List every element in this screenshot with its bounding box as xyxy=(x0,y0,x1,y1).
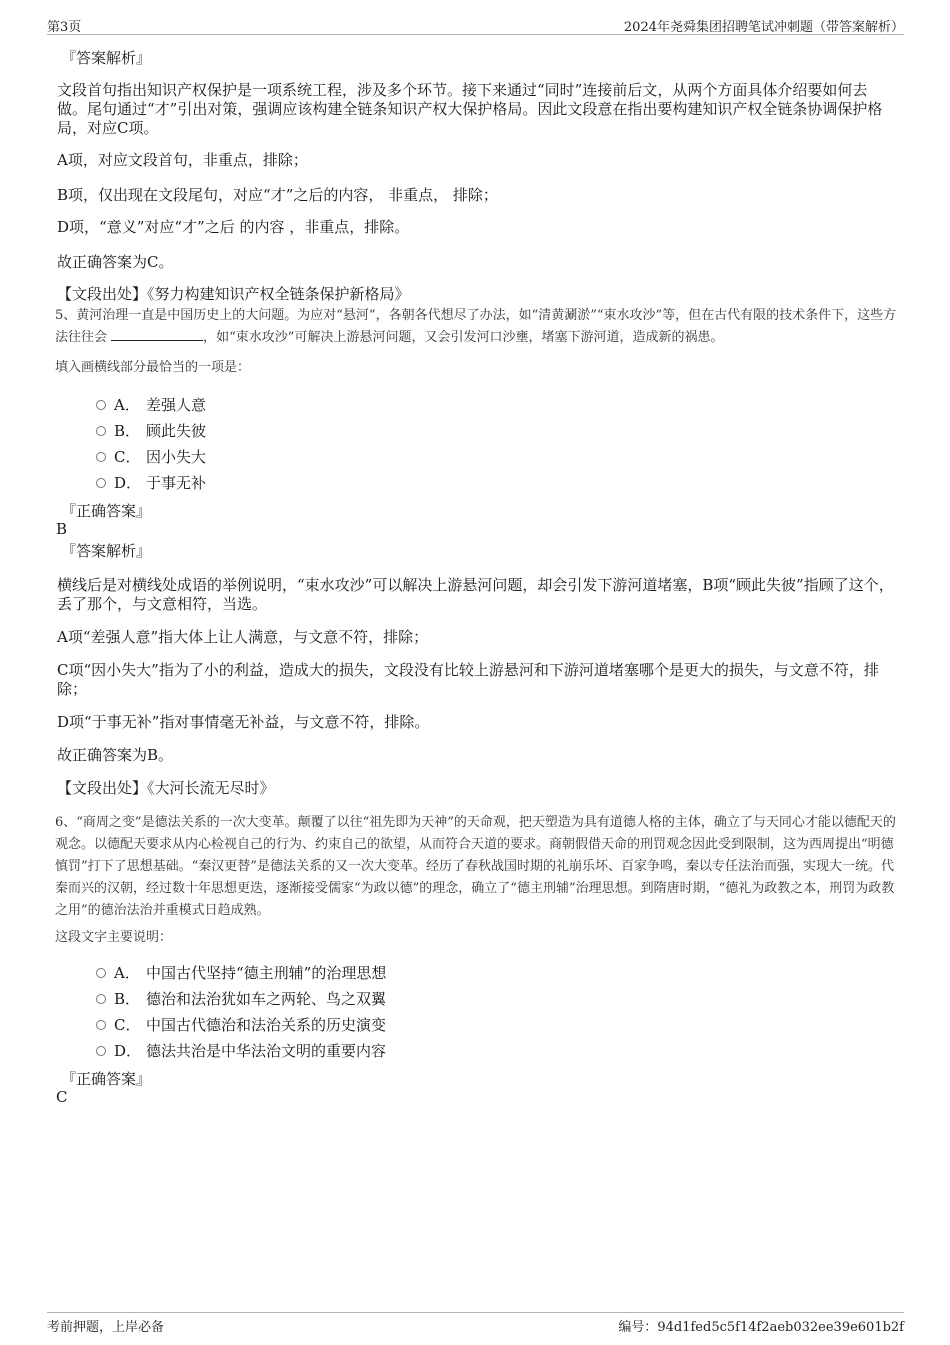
q5-stem xyxy=(55,305,897,349)
page-number: 第3页 xyxy=(47,20,82,35)
q5-option-b[interactable] xyxy=(96,422,206,441)
q4-analysis-p1: 文段首句指出知识产权保护是一项系统工程，涉及多个环节。接下来通过“同时”连接前后文，从两个方面具体介绍要如何去做。尾句通过“才”引出对策，强调应该构建全链条知识产权大保护格局。因此文段意在指出要构建知识产权全链条协调保护格局，对应C项。 xyxy=(57,81,883,137)
q5-conclusion: 故正确答案为B。 xyxy=(57,746,174,764)
q5-analysis-option-a: A项“差强人意”指大体上让人满意，与文意不符，排除； xyxy=(57,628,429,646)
q5-option-a[interactable] xyxy=(96,396,206,415)
q6-option-d[interactable] xyxy=(96,1042,386,1061)
q5-source: 【文段出处】《大河长流无尽时》 xyxy=(57,779,275,797)
q6-answer: C xyxy=(56,1088,68,1106)
q5-answer: B xyxy=(56,520,68,538)
option-text: 差强人意 xyxy=(146,396,207,414)
q4-analysis-option-a: A项，对应文段首句，非重点，排除； xyxy=(57,151,308,169)
q5-prompt: 填入画横线部分最恰当的一项是： xyxy=(55,360,251,375)
q6-option-a[interactable] xyxy=(96,964,386,983)
option-text: 德法共治是中华法治文明的重要内容 xyxy=(146,1042,387,1060)
radio-icon[interactable] xyxy=(96,994,106,1004)
radio-icon[interactable] xyxy=(96,452,106,462)
q5-stem-part1: 5、黄河治理一直是中国历史上的大问题。为应对“悬河”，各朝各代想尽了办法，如“清黄涮淤”“束水攻沙”等，但在古代有限的技术条件下，这些方法往往会 xyxy=(55,308,897,345)
q5-analysis-label: 『答案解析』 xyxy=(61,542,152,560)
option-key: A． xyxy=(114,396,140,414)
q6-option-b[interactable] xyxy=(96,990,386,1009)
radio-icon[interactable] xyxy=(96,426,106,436)
option-text: 中国古代德治和法治关系的历史演变 xyxy=(146,1016,387,1034)
option-text: 顾此失彼 xyxy=(146,422,207,440)
radio-icon[interactable] xyxy=(96,1020,106,1030)
q4-conclusion: 故正确答案为C。 xyxy=(57,253,174,271)
option-key: D． xyxy=(114,1042,142,1060)
q4-source: 【文段出处】《努力构建知识产权全链条保护新格局》 xyxy=(57,285,410,303)
document-title: 2024年尧舜集团招聘笔试冲刺题（带答案解析） xyxy=(623,20,904,35)
radio-icon[interactable] xyxy=(96,478,106,488)
q5-option-d[interactable] xyxy=(96,474,206,493)
option-key: A． xyxy=(114,964,140,982)
option-key: C． xyxy=(114,448,141,466)
option-key: B． xyxy=(114,990,141,1008)
radio-icon[interactable] xyxy=(96,400,106,410)
q5-option-c[interactable] xyxy=(96,448,206,467)
option-text: 于事无补 xyxy=(146,474,207,492)
option-key: D． xyxy=(114,474,142,492)
q6-answer-label: 『正确答案』 xyxy=(61,1070,152,1088)
q5-fill-blank xyxy=(111,328,203,341)
q5-analysis-p1: 横线后是对横线处成语的举例说明，“束水攻沙”可以解决上游悬河问题，却会引发下游河道堵塞，B项“顾此失彼”指顾了这个，丢了那个，与文意相符，当选。 xyxy=(57,576,894,613)
radio-icon[interactable] xyxy=(96,968,106,978)
q6-option-c[interactable] xyxy=(96,1016,386,1035)
q6-stem: 6、“商周之变”是德法关系的一次大变革。颠覆了以往“祖先即为天神”的天命观，把天塑造为具有道德人格的主体，确立了与天同心才能以德配天的观念。以德配天要求从内心检视自己的行为、约束自己的欲望，从而符合天道的要求。商朝假借天命的刑罚观念因此受到限制，这为西周提出“明德慎罚”打下了思想基础。“秦汉更替”是德法关系的又一次大变革。经历了春秋战国时期的礼崩乐坏、百家争鸣，秦以专任法治而强，实现大一统。代秦而兴的汉朝，经过数十年思想更迭，逐渐接受儒家“为政以德”的理念，确立了“德主刑辅”治理思想。到隋唐时期，“德礼为政教之本，刑罚为政教之用”的德治法治并重模式日趋成熟。 xyxy=(55,815,896,918)
footer-slogan: 考前押题，上岸必备 xyxy=(47,1320,165,1335)
q6-prompt: 这段文字主要说明： xyxy=(55,930,173,945)
document-id: 编号：94d1fed5c5f14f2aeb032ee39e601b2f xyxy=(618,1320,904,1335)
page-header xyxy=(47,14,904,35)
q5-analysis-option-c: C项“因小失大”指为了小的利益，造成大的损失，文段没有比较上游悬河和下游河道堵塞哪个是更大的损失，与文意不符，排除； xyxy=(57,661,879,698)
option-text: 中国古代坚持“德主刑辅”的治理思想 xyxy=(146,964,387,982)
radio-icon[interactable] xyxy=(96,1046,106,1056)
q5-answer-label: 『正确答案』 xyxy=(61,502,152,520)
option-text: 因小失大 xyxy=(146,448,207,466)
page-footer xyxy=(47,1312,904,1335)
q5-analysis-option-d: D项“于事无补”指对事情毫无补益，与文意不符，排除。 xyxy=(57,713,430,731)
q5-stem-part2: ，如“束水攻沙”可解决上游悬河问题，又会引发河口沙壅，堵塞下游河道，造成新的祸患。 xyxy=(203,330,724,345)
option-key: C． xyxy=(114,1016,141,1034)
q4-analysis-option-b: B项，仅出现在文段尾句，对应“才”之后的内容， 非重点， 排除； xyxy=(57,186,498,204)
q4-analysis-option-d: D项，“意义”对应“才”之后 的内容 ，非重点，排除。 xyxy=(57,218,410,236)
option-key: B． xyxy=(114,422,141,440)
q4-analysis-label: 『答案解析』 xyxy=(61,49,152,67)
option-text: 德治和法治犹如车之两轮、鸟之双翼 xyxy=(146,990,387,1008)
